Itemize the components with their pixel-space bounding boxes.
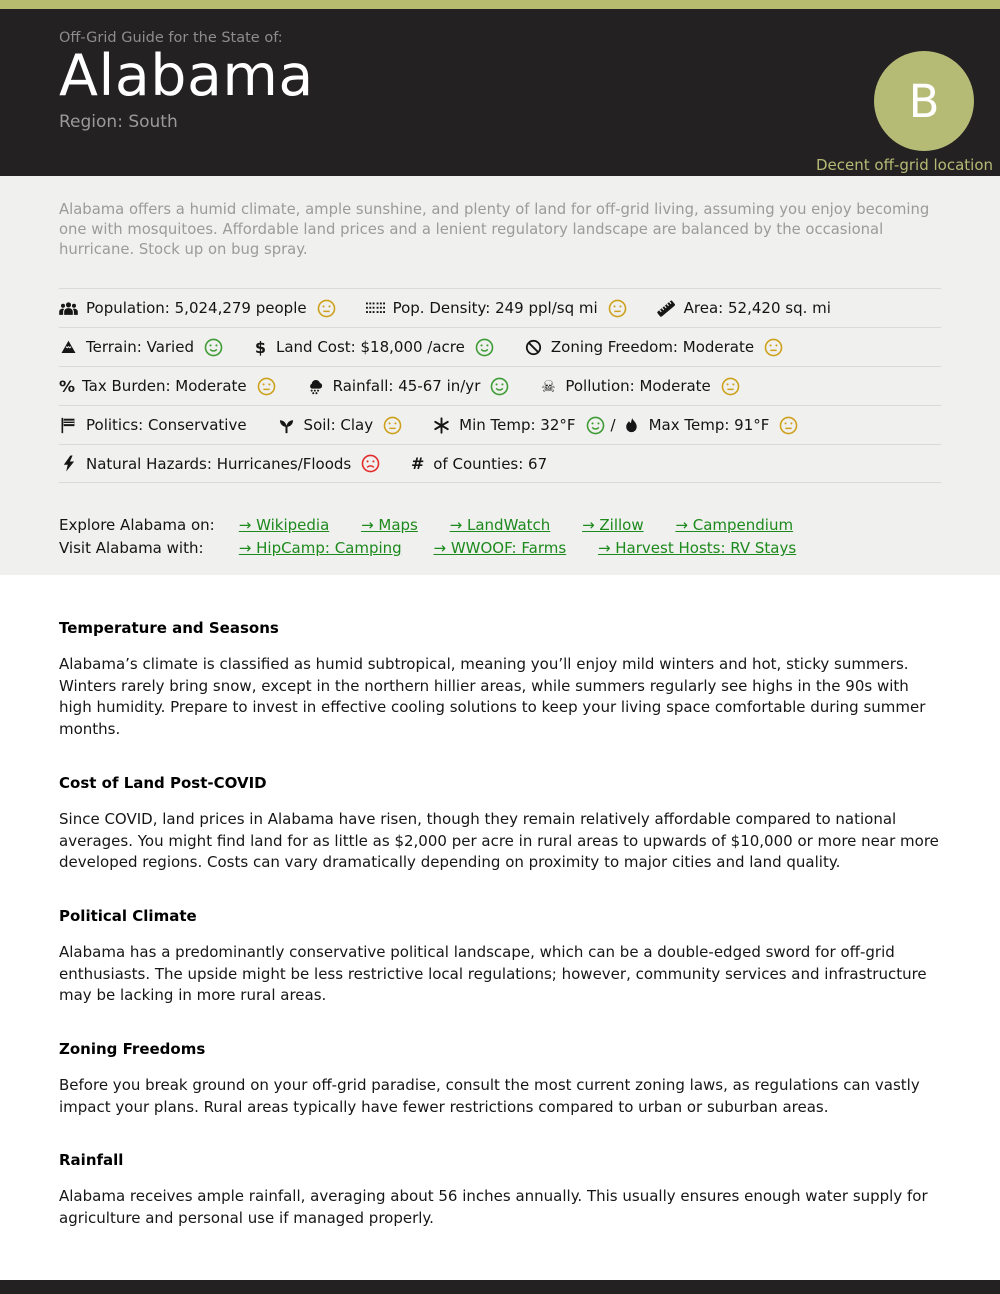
bottom-bar (0, 1280, 1000, 1294)
stats-table (59, 288, 941, 483)
neutral-face-icon (383, 416, 402, 435)
neutral-face-icon (257, 377, 276, 396)
smiling-face-icon (490, 377, 509, 396)
stat-density (366, 299, 627, 318)
hash-icon: # (411, 454, 425, 473)
visit-links-row (59, 537, 941, 560)
section-heading-temperature: Temperature and Seasons (59, 619, 279, 637)
skull-crossbones-icon: ☠ (541, 376, 556, 396)
neutral-face-icon (317, 299, 336, 318)
state-summary: Alabama offers a humid climate, ample sunshine, and plenty of land for off-grid living, assuming you enjoy becoming one with mosquitoes. Affordable land prices and a lenient regulatory landscape are balanced by the occasional hurricane. Stock up on bug spray. (59, 201, 930, 258)
stat-label: Politics: Conservative (86, 416, 247, 434)
link-maps[interactable]: → Maps (361, 516, 418, 534)
section-heading-rainfall: Rainfall (59, 1151, 124, 1170)
stats-row-2 (59, 327, 941, 366)
stat-temps (432, 416, 798, 435)
section-paragraph-political: Alabama has a predominantly conservative political landscape, which can be a double-edged sword for off-grid enthusiasts. The upside might be less restrictive local regulations; however, community services and infrastructure may be lacking in more rural areas. (59, 942, 927, 1005)
percent-icon: % (59, 376, 76, 396)
mountain-icon (59, 339, 78, 355)
section-paragraph-temperature: Alabama’s climate is classified as humid subtropical, meaning you’ll enjoy mild winters and hot, sticky summers. Winters rarely bring snow, except in the northern hillier areas, while summers regularly see highs in the 90s with high humidity. Prepare to invest in effective cooling solutions to keep your living space comfortable during summer months. (59, 655, 926, 739)
state-title: Alabama (59, 43, 314, 109)
stats-row-1 (59, 288, 941, 327)
no-entry-icon (524, 339, 543, 356)
stat-label: Min Temp: 32°F (459, 416, 576, 434)
top-accent-bar (0, 0, 1000, 9)
stats-row-3 (59, 366, 941, 405)
link-hipcamp[interactable]: → HipCamp: Camping (238, 539, 402, 557)
region-label: Region: South (59, 112, 178, 133)
stat-label: Population: 5,024,279 people (86, 299, 307, 317)
link-landwatch[interactable]: → LandWatch (449, 516, 551, 534)
grade-badge (874, 51, 974, 151)
flag-icon (59, 417, 78, 434)
explore-links-row (59, 514, 941, 537)
neutral-face-icon (779, 416, 798, 435)
summary-panel (0, 176, 1000, 575)
stat-soil (277, 416, 403, 435)
stat-terrain (59, 338, 223, 357)
visit-label: Visit Alabama with: (59, 539, 204, 557)
stat-label: Pop. Density: 249 ppl/sq mi (392, 299, 598, 317)
page-header (0, 9, 1000, 176)
stat-label: Max Temp: 91°F (648, 416, 770, 434)
stat-zoning (524, 338, 783, 357)
flame-icon (622, 417, 641, 434)
stat-label: Land Cost: $18,000 /acre (275, 338, 465, 356)
link-harvest-hosts[interactable]: → Harvest Hosts: RV Stays (597, 539, 797, 557)
explore-label: Explore Alabama on: (59, 516, 215, 534)
stat-label: Tax Burden: Moderate (82, 377, 247, 395)
stat-area (657, 299, 831, 317)
section-heading-land-cost: Cost of Land Post-COVID (59, 773, 267, 792)
smiling-face-icon (204, 338, 223, 357)
grade-letter: B (908, 74, 940, 128)
stat-hazards (59, 454, 380, 473)
neutral-face-icon (764, 338, 783, 357)
stat-land-cost (253, 338, 494, 357)
lightning-bolt-icon (59, 455, 78, 472)
stat-rainfall (306, 377, 510, 396)
grade-caption: Decent off-grid location (816, 156, 993, 174)
header-kicker: Off-Grid Guide for the State of: (59, 30, 283, 46)
stat-label: Terrain: Varied (86, 338, 194, 356)
ruler-icon (657, 300, 676, 317)
stat-pollution (539, 377, 739, 396)
stat-label: Pollution: Moderate (565, 377, 711, 395)
frowning-face-icon (361, 454, 380, 473)
section-heading-political: Political Climate (59, 906, 197, 925)
rain-cloud-icon (306, 378, 325, 395)
stat-label: Soil: Clay (303, 416, 374, 434)
dots-grid-icon (366, 302, 385, 314)
stat-label: of Counties: 67 (433, 454, 548, 473)
stats-row-4 (59, 405, 941, 444)
link-wikipedia[interactable]: → Wikipedia (238, 516, 330, 534)
section-paragraph-rainfall: Alabama receives ample rainfall, averaging about 56 inches annually. This usually ensures enough water supply for agriculture and personal use if managed properly. (59, 1187, 928, 1228)
link-campendium[interactable]: → Campendium (675, 516, 794, 534)
dollar-icon: $ (254, 337, 267, 357)
section-paragraph-land-cost: Since COVID, land prices in Alabama have risen, though they remain relatively affordable compared to national averages. You might find land for as little as $2,000 per acre in rural areas to upwards of $10,000 or more near more developed regions. Costs can vary dramatically depending on proximity to major cities and land quality. (59, 809, 939, 872)
snowflake-icon (432, 417, 451, 434)
smiling-face-icon (475, 338, 494, 357)
temp-separator: / (610, 416, 616, 434)
stat-label: Zoning Freedom: Moderate (550, 338, 755, 356)
neutral-face-icon (721, 377, 740, 396)
stat-label: Natural Hazards: Hurricanes/Floods (86, 454, 352, 473)
stat-population (59, 299, 336, 318)
stat-counties (410, 454, 547, 473)
section-heading-zoning: Zoning Freedoms (59, 1040, 206, 1059)
stats-row-5 (59, 444, 941, 483)
stat-label: Area: 52,420 sq. mi (683, 299, 831, 317)
seedling-icon (277, 417, 296, 434)
stat-tax (59, 377, 276, 396)
stat-politics (59, 416, 247, 434)
link-zillow[interactable]: → Zillow (582, 516, 644, 534)
neutral-face-icon (608, 299, 627, 318)
links-block (59, 514, 941, 560)
article-body (0, 619, 1000, 1230)
people-group-icon (59, 301, 78, 316)
section-paragraph-zoning: Before you break ground on your off-grid paradise, consult the most current zoning laws, as regulations can vastly impact your plans. Rural areas typically have fewer restrictions compared to urban or suburban areas. (59, 1076, 920, 1116)
link-wwoof[interactable]: → WWOOF: Farms (433, 539, 567, 557)
smiling-face-icon (586, 416, 605, 435)
stat-label: Rainfall: 45-67 in/yr (332, 377, 481, 395)
